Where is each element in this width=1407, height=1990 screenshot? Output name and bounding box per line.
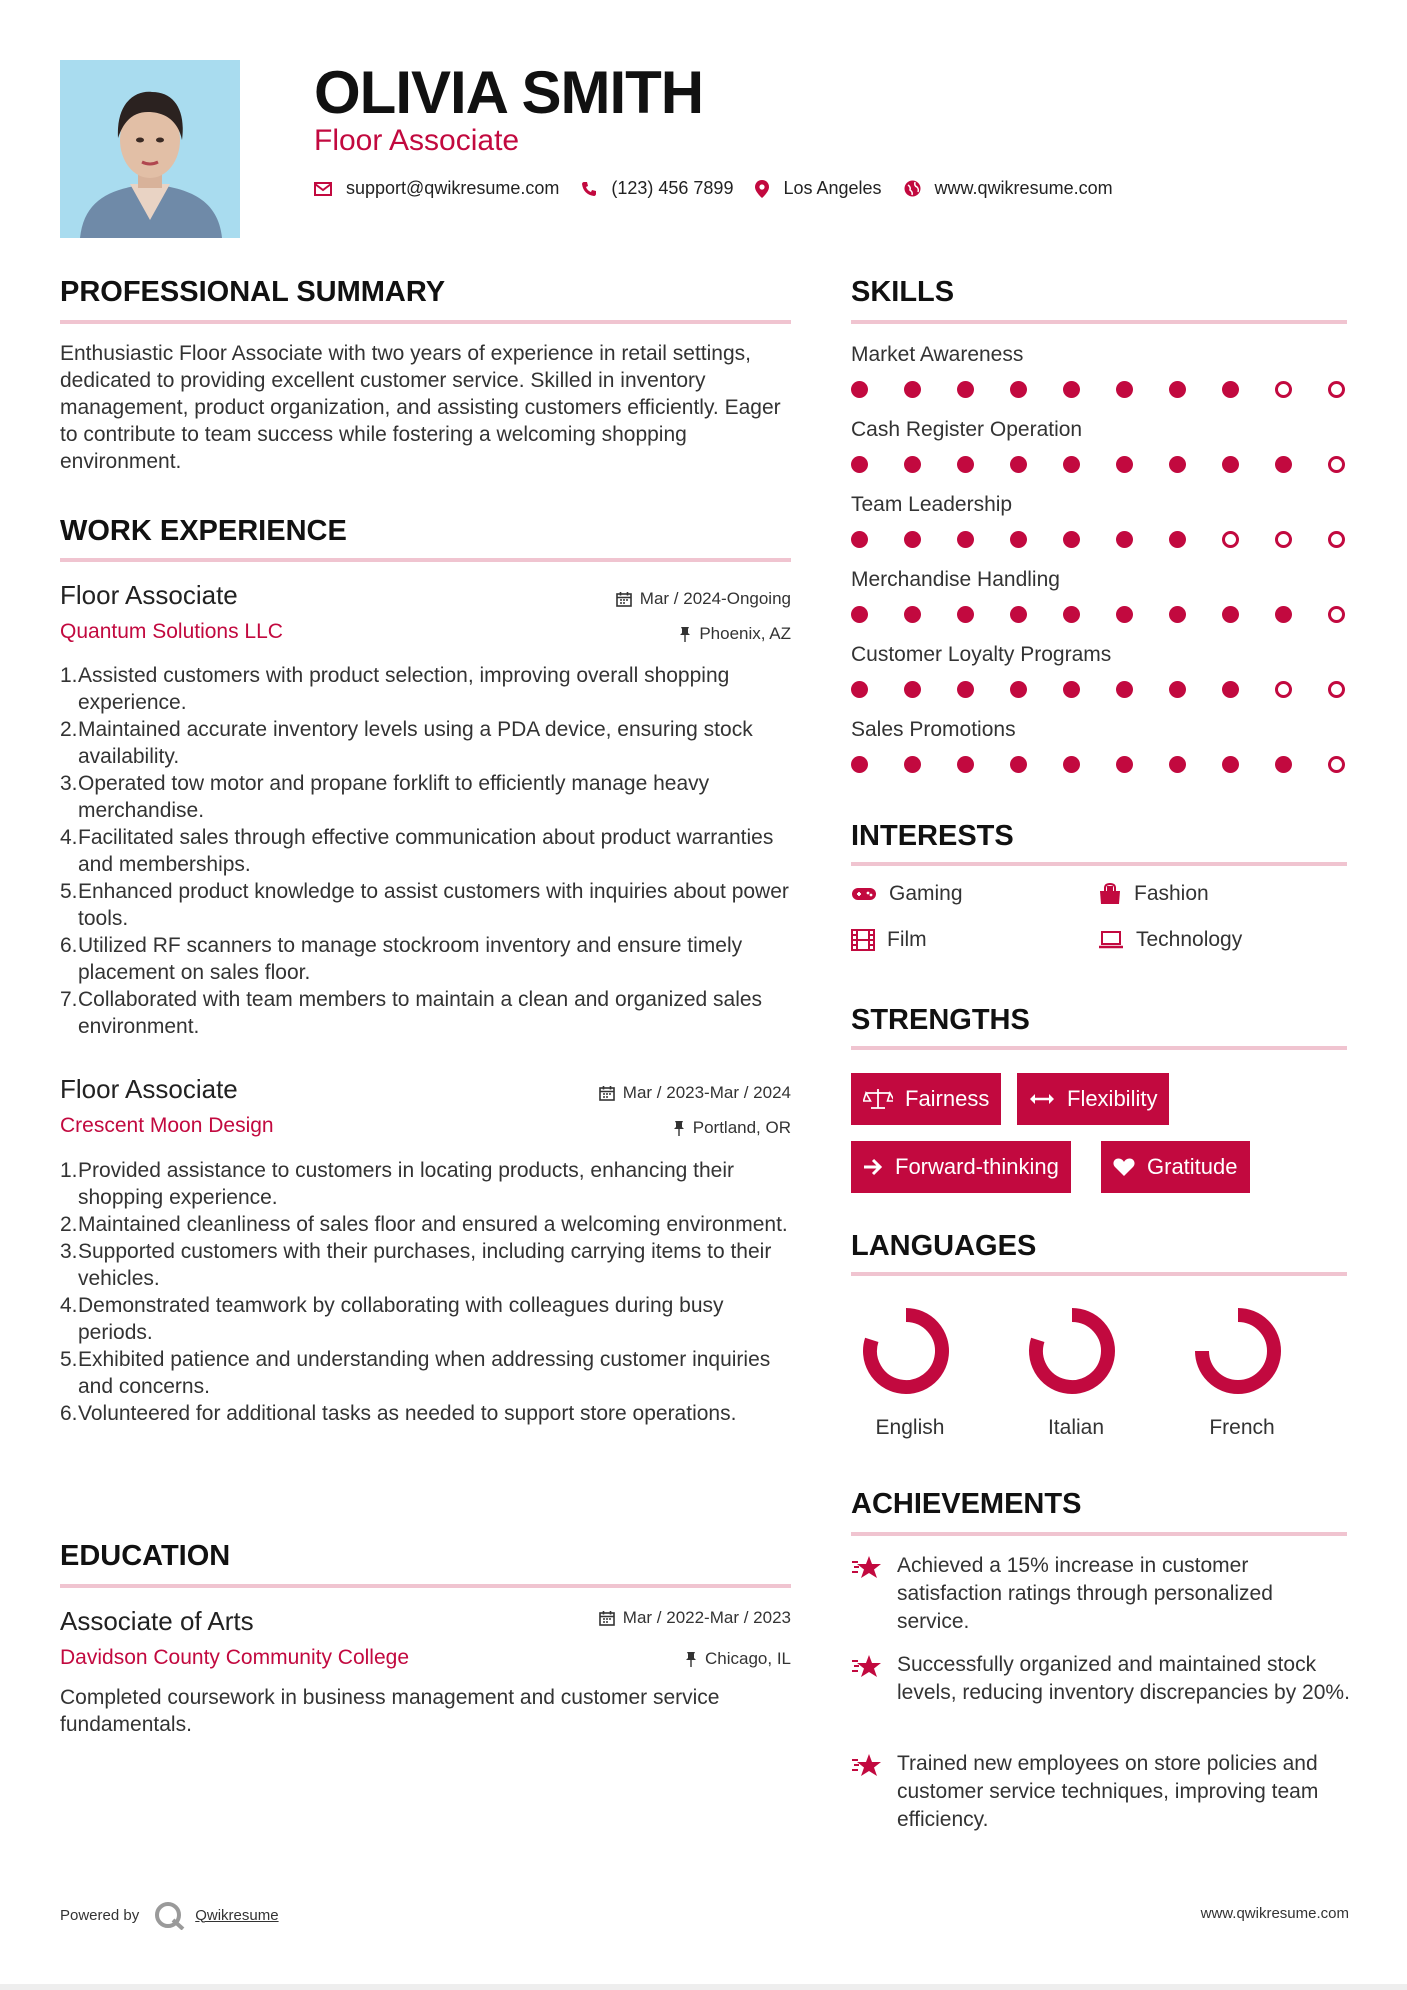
experience-title: WORK EXPERIENCE xyxy=(60,515,347,547)
balance-scale-icon xyxy=(863,1088,893,1110)
skills-title: SKILLS xyxy=(851,276,955,308)
interest-label: Gaming xyxy=(889,882,963,905)
strengths-title: STRENGTHS xyxy=(851,1004,1030,1036)
contact-phone[interactable] xyxy=(581,178,733,199)
skill-dot-filled xyxy=(1063,606,1080,623)
language-gauge-arc xyxy=(1036,1315,1108,1387)
language-gauge-arc xyxy=(1202,1315,1274,1387)
qwikresume-logo-icon xyxy=(153,1900,187,1930)
skill-rating xyxy=(851,681,1347,701)
contact-location-text: Los Angeles xyxy=(783,178,882,198)
skill-dot-filled xyxy=(851,381,868,398)
skill-dot-filled xyxy=(851,606,868,623)
skill-dot-empty xyxy=(1328,681,1345,698)
strength-badge xyxy=(851,1141,1071,1193)
skill-dot-filled xyxy=(1010,606,1027,623)
skill-dot-filled xyxy=(1169,456,1186,473)
arrows-horizontal-icon xyxy=(1029,1092,1055,1106)
education-degree: Associate of Arts xyxy=(60,1606,254,1636)
candidate-role: Floor Associate xyxy=(314,124,520,157)
skill-name: Customer Loyalty Programs xyxy=(851,643,1112,666)
list-item: 7. Collaborated with team members to maintain a clean and organized sales environment. xyxy=(60,988,763,1038)
skill-dot-filled xyxy=(851,756,868,773)
skill-dot-filled xyxy=(957,606,974,623)
skill-dot-filled xyxy=(1010,531,1027,548)
job-dates-text: Mar / 2024-Ongoing xyxy=(639,589,791,608)
map-marker-icon xyxy=(755,180,769,198)
skill-dot-filled xyxy=(1222,756,1239,773)
skill-name: Sales Promotions xyxy=(851,718,1016,741)
skill-dot-filled xyxy=(1116,681,1133,698)
brand-link[interactable]: Qwikresume xyxy=(195,1906,279,1924)
film-icon xyxy=(851,929,875,951)
star-badge-icon xyxy=(851,1653,883,1681)
education-location-text: Chicago, IL xyxy=(705,1649,791,1668)
list-item: 3. Supported customers with their purchases, including carrying items to their vehicles. xyxy=(60,1240,772,1290)
skill-name: Team Leadership xyxy=(851,493,1013,516)
list-item: 5. Enhanced product knowledge to assist customers with inquiries about power tools. xyxy=(60,880,789,930)
strengths-divider xyxy=(851,1046,1347,1050)
skill-dot-empty xyxy=(1275,381,1292,398)
job-dates-text: Mar / 2023-Mar / 2024 xyxy=(622,1083,791,1102)
list-item: 2. Maintained accurate inventory levels using a PDA device, ensuring stock availability. xyxy=(60,718,753,768)
language-gauge xyxy=(851,1296,961,1406)
calendar-icon xyxy=(599,1085,615,1101)
education-school: Davidson County Community College xyxy=(60,1646,409,1669)
summary-divider xyxy=(60,320,791,324)
skill-name: Cash Register Operation xyxy=(851,418,1083,441)
achievements-divider xyxy=(851,1532,1347,1536)
language-gauge xyxy=(1017,1296,1127,1406)
skill-rating xyxy=(851,381,1347,401)
strength-label: Fairness xyxy=(905,1086,990,1111)
interests-divider xyxy=(851,862,1347,866)
laptop-icon xyxy=(1098,931,1124,949)
skill-dot-filled xyxy=(904,756,921,773)
job-location-text: Phoenix, AZ xyxy=(699,624,791,643)
contact-bar xyxy=(314,178,1135,199)
achievements-title: ACHIEVEMENTS xyxy=(851,1488,1082,1520)
language-gauge xyxy=(1183,1296,1293,1406)
contact-website[interactable] xyxy=(904,178,1113,199)
skill-dot-filled xyxy=(904,606,921,623)
skill-dot-filled xyxy=(1169,531,1186,548)
star-badge-icon xyxy=(851,1554,883,1582)
list-item: 6. Volunteered for additional tasks as needed to support store operations. xyxy=(60,1402,737,1425)
skill-rating xyxy=(851,756,1347,776)
languages-divider xyxy=(851,1272,1347,1276)
job-dates xyxy=(599,1083,791,1103)
skill-dot-filled xyxy=(851,531,868,548)
job-company: Quantum Solutions LLC xyxy=(60,620,283,643)
calendar-icon xyxy=(599,1610,615,1626)
skill-dot-filled xyxy=(1063,456,1080,473)
skill-dot-filled xyxy=(1169,756,1186,773)
envelope-icon xyxy=(314,182,332,196)
contact-location xyxy=(755,178,881,199)
bottom-bar xyxy=(0,1984,1407,1990)
shopping-bag-icon xyxy=(1098,883,1122,905)
interests-title: INTERESTS xyxy=(851,820,1014,852)
contact-email[interactable] xyxy=(314,178,559,199)
skill-dot-filled xyxy=(1116,456,1133,473)
skill-dot-empty xyxy=(1222,531,1239,548)
education-location xyxy=(685,1649,791,1669)
skill-dot-filled xyxy=(1010,756,1027,773)
strength-label: Flexibility xyxy=(1067,1086,1158,1111)
profile-photo xyxy=(60,60,240,238)
strength-label: Gratitude xyxy=(1147,1154,1238,1179)
contact-email-text: support@qwikresume.com xyxy=(346,178,560,198)
skill-rating xyxy=(851,531,1347,551)
skill-dot-filled xyxy=(851,681,868,698)
language-label: Italian xyxy=(1047,1416,1105,1439)
interest-item xyxy=(1098,928,1242,952)
skill-dot-filled xyxy=(957,381,974,398)
skill-dot-filled xyxy=(1010,456,1027,473)
globe-icon xyxy=(904,180,921,197)
strength-label: Forward-thinking xyxy=(895,1154,1059,1179)
skill-rating xyxy=(851,456,1347,476)
languages-title: LANGUAGES xyxy=(851,1230,1037,1262)
job-bullets xyxy=(60,662,800,1040)
footer-website[interactable]: www.qwikresume.com xyxy=(1200,1905,1349,1922)
skill-name: Merchandise Handling xyxy=(851,568,1060,591)
list-item: 4. Demonstrated teamwork by collaborating with colleagues during busy periods. xyxy=(60,1294,724,1344)
achievement-item xyxy=(851,1750,1351,1834)
skill-dot-filled xyxy=(1010,381,1027,398)
job-location xyxy=(673,1118,791,1138)
list-item: 6. Utilized RF scanners to manage stockroom inventory and ensure timely placement on sales floor. xyxy=(60,934,743,984)
candidate-name: OLIVIA SMITH xyxy=(314,59,704,126)
calendar-icon xyxy=(616,591,632,607)
skill-dot-filled xyxy=(1222,681,1239,698)
job-title: Floor Associate xyxy=(60,1074,238,1104)
summary-text: Enthusiastic Floor Associate with two years of experience in retail settings, dedicated to providing excellent customer service. Skilled in inventory management, product organization, and assisting customers efficiently. Eager to contribute to team success while fostering a welcoming shopping environment. xyxy=(60,342,781,473)
skill-rating xyxy=(851,606,1347,626)
education-dates xyxy=(599,1608,791,1628)
education-description: Completed coursework in business management and customer service fundamentals. xyxy=(60,1686,720,1736)
skill-dot-filled xyxy=(904,681,921,698)
language-label: French xyxy=(1209,1416,1275,1439)
skills-divider xyxy=(851,320,1347,324)
interest-label: Technology xyxy=(1136,928,1243,951)
skill-dot-filled xyxy=(957,531,974,548)
footer-powered-by xyxy=(60,1900,279,1930)
skill-dot-empty xyxy=(1275,681,1292,698)
strength-badge xyxy=(851,1073,1001,1125)
contact-website-text: www.qwikresume.com xyxy=(934,178,1113,198)
pin-icon xyxy=(679,626,691,642)
job-title: Floor Associate xyxy=(60,580,238,610)
interest-item xyxy=(1098,882,1209,906)
skill-dot-filled xyxy=(904,381,921,398)
list-item: 4. Facilitated sales through effective communication about product warranties and memberships. xyxy=(60,826,774,876)
skill-dot-filled xyxy=(904,456,921,473)
job-company: Crescent Moon Design xyxy=(60,1114,274,1137)
list-item: 3. Operated tow motor and propane forklift to efficiently manage heavy merchandise. xyxy=(60,772,710,822)
skill-dot-empty xyxy=(1328,456,1345,473)
skill-dot-filled xyxy=(1169,606,1186,623)
skill-dot-filled xyxy=(1116,606,1133,623)
pin-icon xyxy=(673,1120,685,1136)
skill-dot-filled xyxy=(1063,756,1080,773)
list-item: 2. Maintained cleanliness of sales floor and ensured a welcoming environment. xyxy=(60,1213,788,1236)
skill-dot-filled xyxy=(1063,381,1080,398)
skill-dot-filled xyxy=(1063,531,1080,548)
skill-dot-filled xyxy=(1116,756,1133,773)
contact-phone-text: (123) 456 7899 xyxy=(611,178,734,198)
achievement-item xyxy=(851,1552,1351,1636)
language-label: English xyxy=(875,1416,945,1439)
achievement-text: Achieved a 15% increase in customer satisfaction ratings through personalized service. xyxy=(897,1554,1273,1633)
education-dates-text: Mar / 2022-Mar / 2023 xyxy=(622,1608,791,1627)
skill-dot-filled xyxy=(957,756,974,773)
achievement-item xyxy=(851,1651,1351,1707)
list-item: 1. Provided assistance to customers in locating products, enhancing their shopping experience. xyxy=(60,1159,735,1209)
skill-dot-filled xyxy=(1169,681,1186,698)
skill-dot-filled xyxy=(1275,756,1292,773)
interest-label: Film xyxy=(887,928,927,951)
skill-dot-filled xyxy=(1222,606,1239,623)
interest-item xyxy=(851,882,963,906)
pin-icon xyxy=(685,1651,697,1667)
arrow-right-icon xyxy=(863,1158,883,1176)
job-location-text: Portland, OR xyxy=(692,1118,791,1137)
skill-dot-filled xyxy=(957,456,974,473)
experience-divider xyxy=(60,558,791,562)
skill-dot-empty xyxy=(1328,756,1345,773)
list-item: 5. Exhibited patience and understanding when addressing customer inquiries and concerns. xyxy=(60,1348,771,1398)
job-dates xyxy=(616,589,791,609)
interest-label: Fashion xyxy=(1134,882,1209,905)
strength-badge xyxy=(1017,1073,1169,1125)
skill-dot-filled xyxy=(1169,381,1186,398)
skill-dot-empty xyxy=(1328,606,1345,623)
language-gauge-arc xyxy=(870,1315,942,1387)
skill-dot-empty xyxy=(1275,531,1292,548)
job-bullets xyxy=(60,1157,800,1427)
phone-icon xyxy=(581,181,597,197)
skill-dot-filled xyxy=(1063,681,1080,698)
education-divider xyxy=(60,1584,791,1588)
skill-name: Market Awareness xyxy=(851,343,1024,366)
achievement-text: Successfully organized and maintained stock levels, reducing inventory discrepancies by 20%. xyxy=(897,1653,1350,1704)
achievement-text: Trained new employees on store policies and customer service techniques, improving team efficiency. xyxy=(897,1752,1319,1831)
gamepad-icon xyxy=(851,886,877,902)
skill-dot-filled xyxy=(1010,681,1027,698)
heart-icon xyxy=(1113,1157,1135,1177)
skill-dot-filled xyxy=(1275,606,1292,623)
list-item: 1. Assisted customers with product selection, improving overall shopping experience. xyxy=(60,664,730,714)
strength-badge xyxy=(1101,1141,1250,1193)
skill-dot-filled xyxy=(1116,531,1133,548)
skill-dot-filled xyxy=(1222,456,1239,473)
education-title: EDUCATION xyxy=(60,1540,231,1572)
summary-title: PROFESSIONAL SUMMARY xyxy=(60,276,446,308)
skill-dot-filled xyxy=(1116,381,1133,398)
skill-dot-empty xyxy=(1328,381,1345,398)
powered-by-text: Powered by xyxy=(60,1906,140,1924)
interest-item xyxy=(851,928,927,952)
skill-dot-filled xyxy=(957,681,974,698)
star-badge-icon xyxy=(851,1752,883,1780)
skill-dot-filled xyxy=(1275,456,1292,473)
skill-dot-filled xyxy=(851,456,868,473)
skill-dot-filled xyxy=(1222,381,1239,398)
skill-dot-empty xyxy=(1328,531,1345,548)
person-portrait-icon xyxy=(60,60,240,238)
job-location xyxy=(679,624,791,644)
skill-dot-filled xyxy=(904,531,921,548)
